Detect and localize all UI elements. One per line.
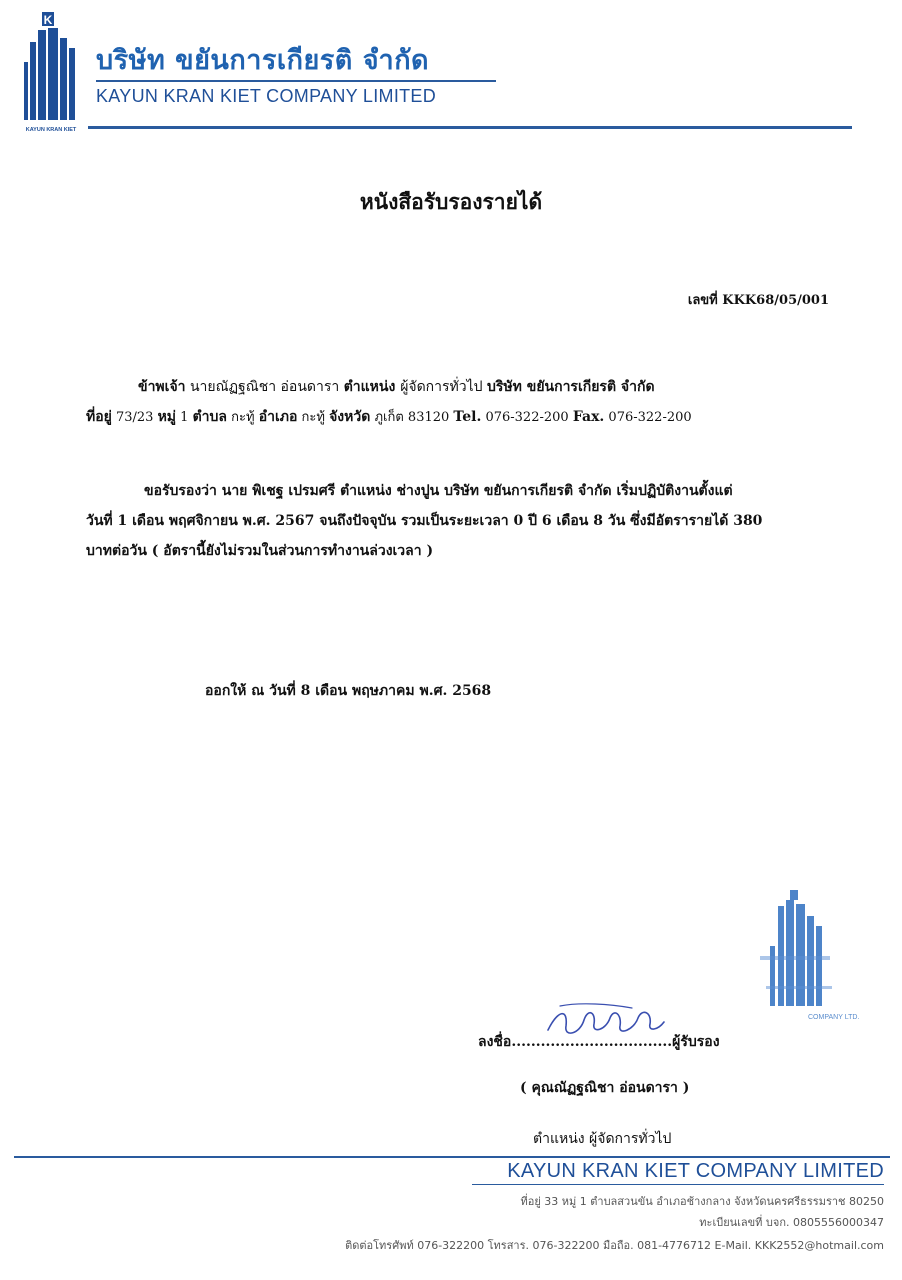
logo-letter: K xyxy=(43,13,53,27)
label-issuer: ข้าพเจ้า xyxy=(138,379,186,395)
footer-rule xyxy=(14,1156,890,1158)
svg-text:COMPANY LTD.: COMPANY LTD. xyxy=(808,1014,860,1021)
company-logo xyxy=(20,12,82,134)
company-name-english: KAYUN KRAN KIET COMPANY LIMITED xyxy=(96,86,437,106)
issuer-company: บริษัท ขยันการเกียรติ จำกัด xyxy=(487,379,655,395)
tel-number: 076-322-200 xyxy=(481,410,573,425)
signer-name: ( คุณณัฏฐณิชา อ่อนดารา ) xyxy=(520,1080,690,1096)
label-subdistrict: ตำบล xyxy=(192,409,228,425)
address-number: 73/23 xyxy=(111,410,158,425)
company-stamp xyxy=(740,886,860,1036)
issuer-paragraph xyxy=(86,372,830,433)
footer-underline xyxy=(472,1184,884,1185)
label-district: อำเภอ xyxy=(258,409,298,425)
footer-contact: ติดต่อโทรศัพท์ 076-322200 โทรสาร. 076-322200 มือถือ. 081-4776712 E-Mail. KKK2552@hotmail.com xyxy=(345,1239,884,1252)
fax-number: 076-322-200 xyxy=(604,410,692,425)
certification-line-3: บาทต่อวัน ( อัตรานี้ยังไม่รวมในส่วนการทำงานล่วงเวลา ) xyxy=(86,543,434,559)
footer-registration: ทะเบียนเลขที่ บจก. 0805556000347 xyxy=(699,1216,884,1229)
issuer-name: นายณัฏฐณิชา อ่อนดารา xyxy=(185,379,344,395)
certification-line-2: วันที่ 1 เดือน พฤศจิกายน พ.ศ. 2567 จนถึงปัจจุบัน รวมเป็นระยะเวลา 0 ปี 6 เดือน 8 วัน ซึ่งมีอัตรารายได้ 380 xyxy=(86,513,763,529)
label-fax: Fax. xyxy=(572,409,605,425)
province: ภูเก็ต 83120 xyxy=(370,410,454,425)
header-rule xyxy=(88,126,852,129)
issue-date: ออกให้ ณ วันที่ 8 เดือน พฤษภาคม พ.ศ. 2568 xyxy=(205,683,492,699)
label-province: จังหวัด xyxy=(329,409,371,425)
district: กะทู้ xyxy=(297,410,330,425)
document-number: เลขที่ KKK68/05/001 xyxy=(687,293,829,308)
footer-company-name: KAYUN KRAN KIET COMPANY LIMITED xyxy=(507,1160,884,1182)
footer-address: ที่อยู่ 33 หมู่ 1 ตำบลสวนขัน อำเภอช้างกลาง จังหวัดนครศรีธรรมราช 80250 xyxy=(520,1195,884,1208)
signer-position: ตำแหน่ง ผู้จัดการทั่วไป xyxy=(533,1131,672,1147)
signature-line: ลงชื่อ.................................ผู้รับรอง xyxy=(478,1034,720,1050)
logo-caption: KAYUN KRAN KIET xyxy=(25,127,77,133)
subdistrict: กะทู้ xyxy=(227,410,259,425)
document-title: หนังสือรับรองรายได้ xyxy=(359,189,543,214)
certification-line-1: ขอรับรองว่า นาย พิเชฐ เปรมศรี ตำแหน่ง ช่างปูน บริษัท ขยันการเกียรติ จำกัด เริ่มปฏิบัติงานตั้งแต่ xyxy=(144,483,733,499)
header-underline xyxy=(96,80,496,82)
moo-number: 1 xyxy=(176,410,193,425)
label-moo: หมู่ xyxy=(157,409,177,425)
company-name-thai: บริษัท ขยันการเกียรติ จำกัด xyxy=(96,45,430,76)
issuer-position: ผู้จัดการทั่วไป xyxy=(400,379,488,395)
label-position: ตำแหน่ง xyxy=(343,379,401,395)
certification-paragraph xyxy=(86,476,830,566)
label-address: ที่อยู่ xyxy=(86,409,112,425)
label-tel: Tel. xyxy=(453,409,482,425)
